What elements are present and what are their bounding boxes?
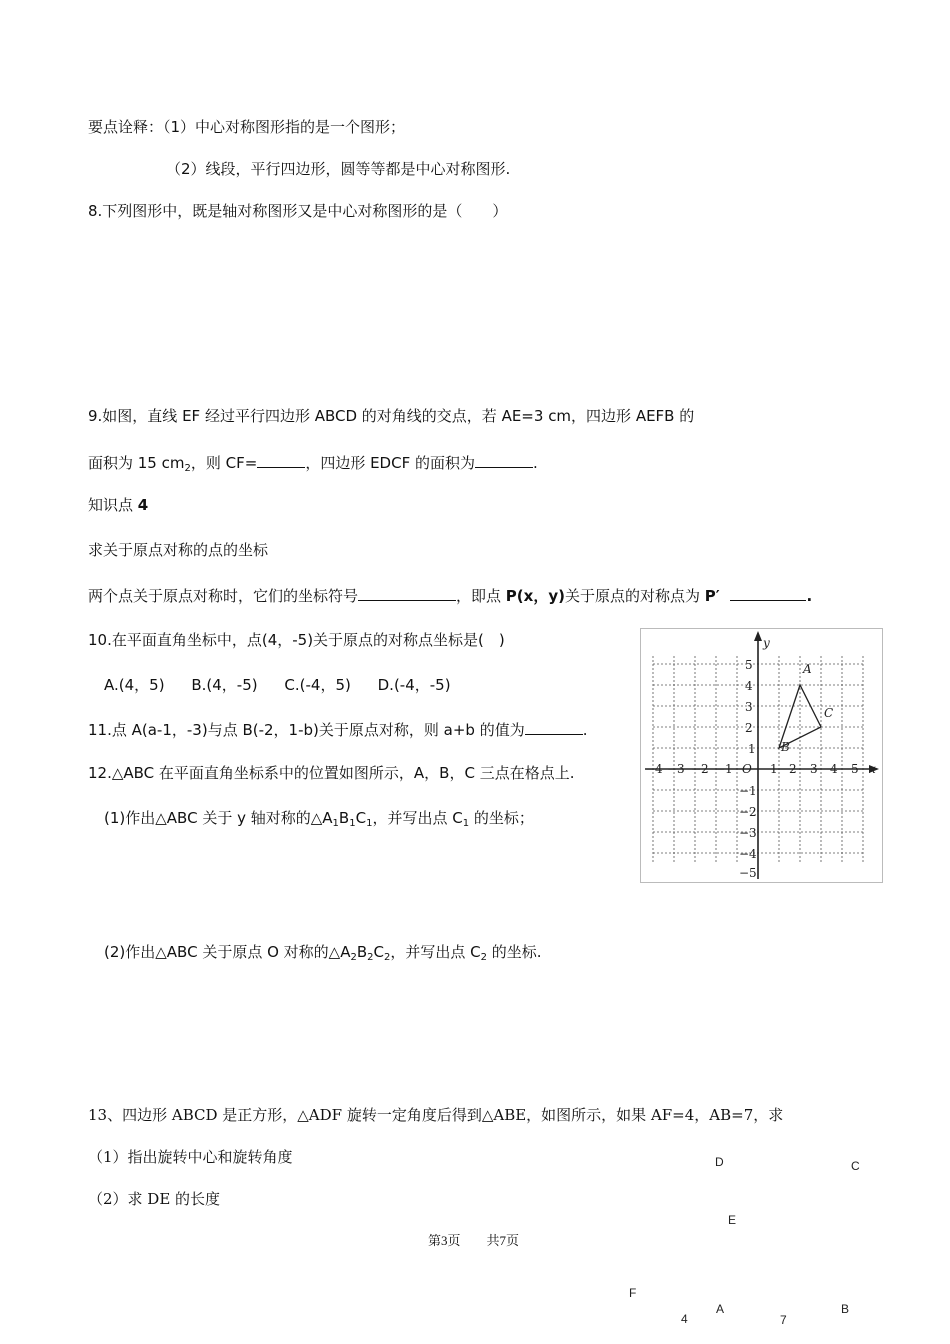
kp4-rule-text-a: 两个点关于原点对称时，它们的坐标符号 bbox=[88, 587, 359, 605]
y-tick-4: 4 bbox=[745, 679, 753, 693]
q12-p2-sub-d: 2 bbox=[480, 952, 487, 963]
x-tick-4: 4 bbox=[830, 762, 838, 776]
key-note-line-2: （2）线段，平行四边形，圆等等都是中心对称图形. bbox=[166, 160, 511, 178]
point-c-label-square: C bbox=[851, 1159, 860, 1173]
q10-option-d: D.(-4，-5) bbox=[377, 676, 451, 694]
q9-cf-blank[interactable] bbox=[257, 452, 305, 468]
knowledge-point-4-title: 求关于原点对称的点的坐标 bbox=[88, 541, 269, 559]
x-tick-neg1: −1 bbox=[715, 762, 733, 776]
point-a-label: A bbox=[803, 662, 812, 676]
q12-p1-sub-a: 1 bbox=[332, 818, 339, 829]
kp4-point-p-prime: P′ bbox=[704, 587, 720, 605]
kp4-rule-end: . bbox=[806, 587, 813, 605]
point-f-label: F bbox=[629, 1286, 637, 1300]
y-tick-neg4: −4 bbox=[739, 847, 757, 861]
q12-p2-sub-c: 2 bbox=[384, 952, 391, 963]
coordinate-grid-svg bbox=[641, 629, 882, 882]
question-8: 8.下列图形中，既是轴对称图形又是中心对称图形的是（ ） bbox=[88, 202, 508, 220]
y-axis-label: y bbox=[763, 636, 770, 650]
kp4-rule-text-b: ，即点 bbox=[456, 587, 506, 605]
point-a-label-square: A bbox=[716, 1302, 725, 1316]
y-tick-neg3: −3 bbox=[739, 826, 757, 840]
q10-option-b: B.(4，-5) bbox=[191, 676, 258, 694]
y-tick-5: 5 bbox=[745, 658, 753, 672]
question-13: 13、四边形 ABCD 是正方形，△ADF 旋转一定角度后得到△ABE，如图所示，如果 AF=4，AB=7，求 bbox=[88, 1106, 784, 1124]
q12-p2-text-a: (2)作出△ABC 关于原点 O 对称的△A bbox=[104, 943, 351, 961]
knowledge-point-4-heading bbox=[88, 495, 148, 515]
q12-p2-text-b: B bbox=[356, 943, 368, 961]
point-b-label: B bbox=[781, 740, 790, 754]
x-tick-5: 5 bbox=[851, 762, 859, 776]
y-axis-arrow-icon bbox=[754, 631, 762, 641]
kp4-heading-number: 4 bbox=[137, 496, 149, 514]
q9-edcf-text: ，四边形 EDCF 的面积为 bbox=[305, 454, 475, 472]
origin-label: O bbox=[742, 762, 752, 776]
x-tick-3: 3 bbox=[810, 762, 818, 776]
segment-af-length: 4 bbox=[681, 1312, 688, 1326]
q12-p1-text-c: C bbox=[355, 809, 367, 827]
question-9-line-1: 9.如图，直线 EF 经过平行四边形 ABCD 的对角线的交点，若 AE=3 cm，四边形 AEFB 的 bbox=[88, 407, 695, 425]
key-note-line-1: 要点诠释：（1）中心对称图形指的是一个图形； bbox=[88, 118, 406, 136]
question-13-part-1: （1）指出旋转中心和旋转角度 bbox=[88, 1148, 293, 1166]
q12-p2-text-c: C bbox=[373, 943, 384, 961]
kp4-rule-text-c: 关于原点的对称点为 bbox=[564, 587, 705, 605]
question-12-part-1 bbox=[104, 808, 534, 834]
question-12: 12.△ABC 在平面直角坐标系中的位置如图所示，A，B，C 三点在格点上. bbox=[88, 764, 575, 782]
y-tick-1: 1 bbox=[748, 742, 756, 756]
x-tick-neg4: −4 bbox=[645, 762, 663, 776]
question-10: 10.在平面直角坐标中，点(4，-5)关于原点的对称点坐标是( ) bbox=[88, 631, 505, 649]
q10-option-c: C.(-4，5) bbox=[284, 676, 351, 694]
q12-p1-text-b: B bbox=[338, 809, 350, 827]
x-tick-2: 2 bbox=[789, 762, 797, 776]
x-tick-neg2: −2 bbox=[691, 762, 709, 776]
q12-p1-sub-b: 1 bbox=[349, 818, 356, 829]
kp4-symmetric-point-blank[interactable] bbox=[730, 585, 806, 601]
q10-option-a: A.(4，5) bbox=[104, 676, 165, 694]
q11-answer-blank[interactable] bbox=[525, 719, 583, 735]
kp4-sign-blank[interactable] bbox=[358, 585, 456, 601]
x-tick-1: 1 bbox=[770, 762, 778, 776]
q11-end: . bbox=[582, 721, 588, 739]
question-13-part-2: （2）求 DE 的长度 bbox=[88, 1190, 221, 1208]
q9-edcf-blank[interactable] bbox=[475, 452, 533, 468]
q12-p1-text-e: 的坐标； bbox=[469, 809, 534, 827]
q9-area-unit-exponent: 2 bbox=[184, 463, 191, 474]
x-axis-label: x bbox=[869, 762, 876, 776]
page-footer: 第3页 共7页 bbox=[428, 1233, 520, 1248]
point-c-label: C bbox=[824, 706, 834, 720]
q12-p1-text-d: ，并写出点 C bbox=[372, 809, 463, 827]
kp4-heading-prefix: 知识点 bbox=[88, 496, 138, 514]
x-tick-neg3: −3 bbox=[667, 762, 685, 776]
q12-p1-sub-c: 1 bbox=[366, 818, 373, 829]
question-10-options bbox=[104, 675, 451, 695]
q12-p2-sub-b: 2 bbox=[367, 952, 374, 963]
q12-p2-text-d: ，并写出点 C bbox=[390, 943, 481, 961]
q12-p1-text-a: (1)作出△ABC 关于 y 轴对称的△A bbox=[104, 809, 333, 827]
kp4-point-p: P(x，y) bbox=[505, 587, 565, 605]
q11-text: 11.点 A(a-1，-3)与点 B(-2，1-b)关于原点对称，则 a+b 的值为 bbox=[88, 721, 525, 739]
y-tick-neg5: −5 bbox=[739, 866, 757, 880]
y-tick-3: 3 bbox=[745, 700, 753, 714]
y-tick-2: 2 bbox=[745, 721, 753, 735]
point-d-label: D bbox=[715, 1155, 724, 1169]
knowledge-point-4-rule bbox=[88, 585, 812, 606]
point-b-label-square: B bbox=[841, 1302, 850, 1316]
point-e-label: E bbox=[728, 1213, 737, 1227]
q9-area-text: 面积为 15 cm bbox=[88, 454, 185, 472]
coordinate-grid-figure bbox=[640, 628, 883, 883]
question-12-part-2 bbox=[104, 942, 542, 968]
y-tick-neg2: −2 bbox=[739, 805, 757, 819]
q9-cf-text: ，则 CF= bbox=[190, 454, 258, 472]
q9-end: . bbox=[532, 454, 538, 472]
y-tick-neg1: −1 bbox=[739, 784, 757, 798]
q12-p2-text-e: 的坐标. bbox=[487, 943, 542, 961]
q12-p1-sub-d: 1 bbox=[462, 818, 470, 829]
q12-p2-sub-a: 2 bbox=[350, 952, 357, 963]
question-11 bbox=[88, 719, 588, 740]
segment-ab-length: 7 bbox=[780, 1313, 787, 1327]
axes bbox=[645, 635, 875, 879]
question-9-line-2 bbox=[88, 452, 538, 479]
